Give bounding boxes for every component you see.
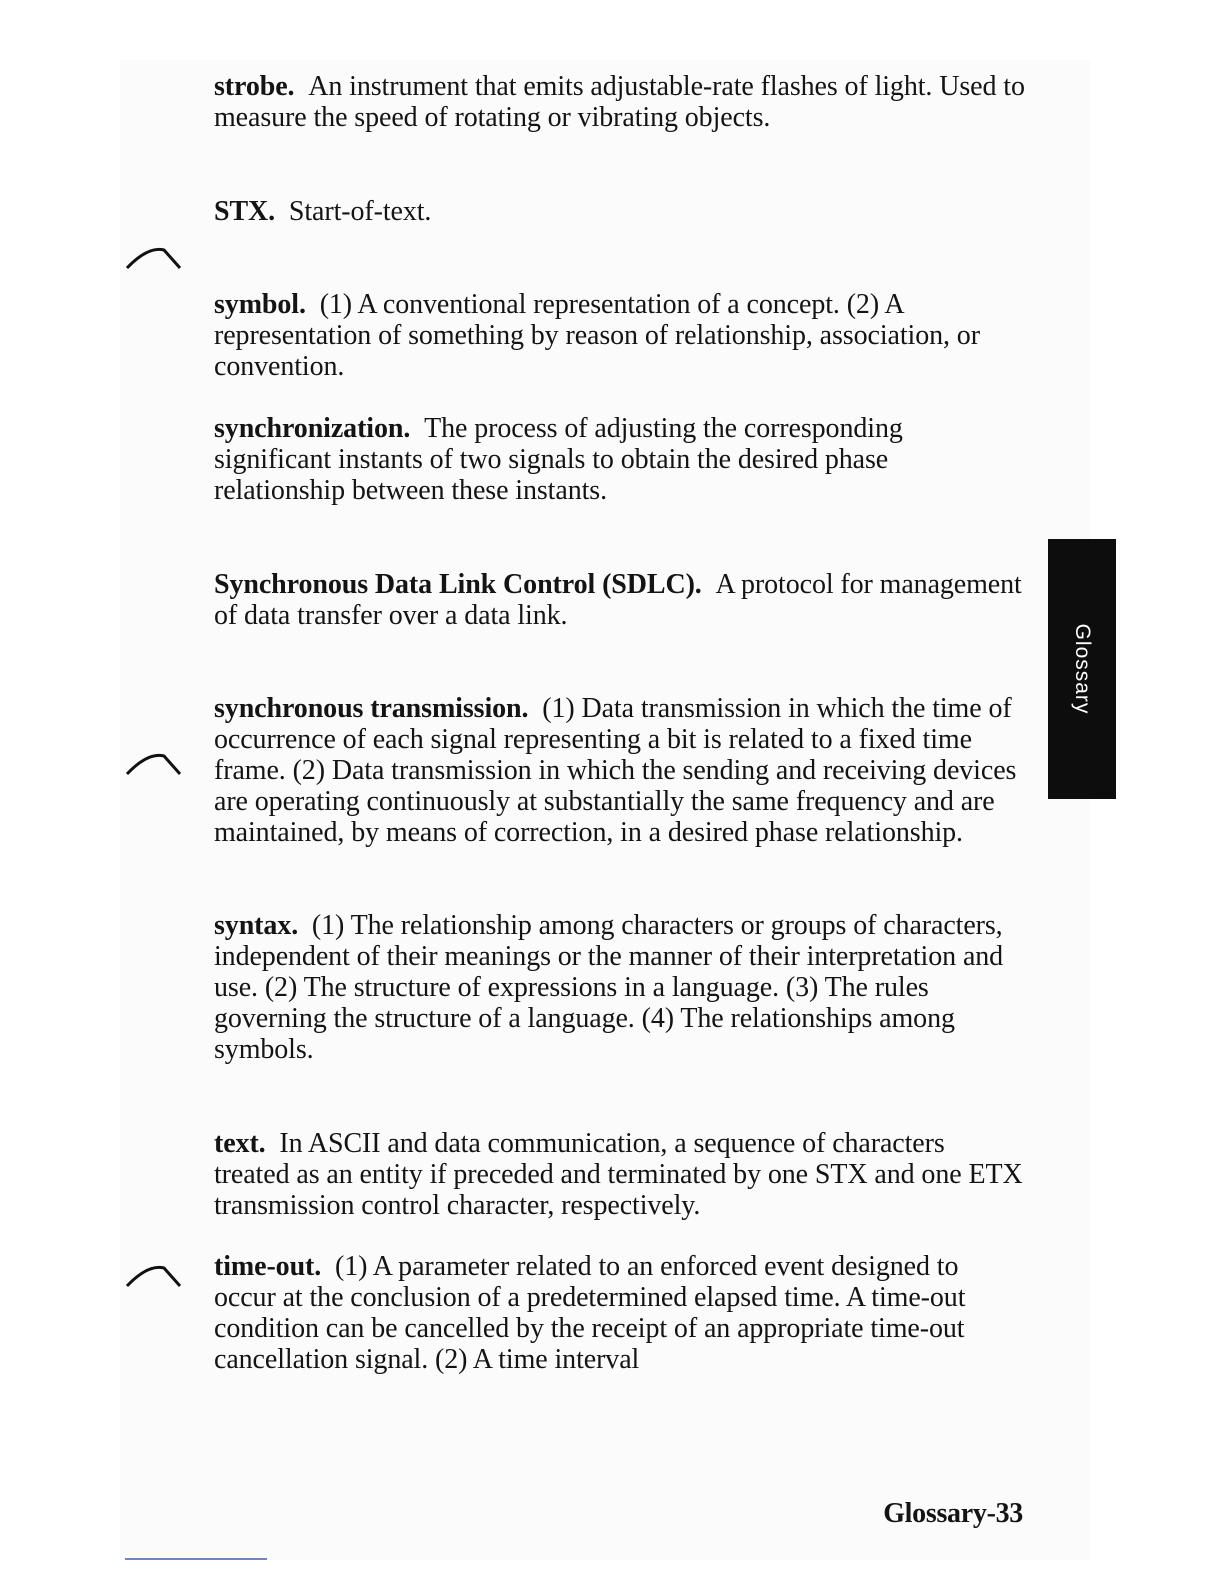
glossary-term: time-out. (214, 1251, 322, 1282)
binder-hole-mark (124, 750, 184, 778)
page-number: Glossary-33 (883, 1498, 1023, 1529)
glossary-definition: (1) A parameter related to an enforced event designed to occur at the conclusion of a predetermined elapsed time. A time-out condition can be cancelled by the receipt of an appropriate time-out cancellation signal. (2) A time interval (214, 1251, 966, 1375)
scan-edge-line (125, 1558, 267, 1560)
glossary-term: symbol. (214, 289, 306, 320)
glossary-definition: In ASCII and data communication, a sequence of characters treated as an entity if preceded and terminated by one STX and one ETX transmission control character, respectively. (214, 1128, 1023, 1221)
binder-hole-mark (124, 1262, 184, 1290)
glossary-definition: (1) Data transmission in which the time of occurrence of each signal representing a bit is related to a fixed time frame. (2) Data transmission in which the sending and receiving devices are operating continuously at substantially the same frequency and are maintained, by means of correction, in a desired phase relationship. (214, 693, 1017, 848)
glossary-term: Synchronous Data Link Control (SDLC). (214, 569, 702, 600)
glossary-definition: Start-of-text. (288, 196, 432, 227)
glossary-term: synchronization. (214, 413, 411, 444)
glossary-entry-stx (214, 196, 1026, 227)
glossary-entry-synchronization (214, 413, 1026, 506)
glossary-entry-synchronous-transmission (214, 693, 1026, 848)
glossary-entry-sdlc (214, 569, 1026, 631)
binder-hole-mark (124, 244, 184, 272)
glossary-definition: (1) The relationship among characters or groups of characters, independent of their meanings or the manner of their interpretation and use. (2) The structure of expressions in a language. (3) The rules governing the structure of a language. (4) The relationships among symbols. (214, 910, 1004, 1065)
glossary-term: STX. (214, 196, 276, 227)
glossary-entry-text (214, 1128, 1026, 1221)
section-tab-label: Glossary (1071, 623, 1094, 715)
glossary-term: syntax. (214, 910, 299, 941)
glossary-term: synchronous transmission. (214, 693, 529, 724)
glossary-definition: The process of adjusting the corresponding significant instants of two signals to obtain the desired phase relationship between these instants. (214, 413, 903, 506)
glossary-entry-time-out (214, 1251, 1026, 1375)
glossary-term: text. (214, 1128, 266, 1159)
glossary-entry-syntax (214, 910, 1026, 1065)
glossary-definition: An instrument that emits adjustable-rate flashes of light. Used to measure the speed of rotating or vibrating objects. (214, 71, 1025, 133)
glossary-definition: A protocol for management of data transfer over a data link. (214, 569, 1022, 631)
glossary-definition: (1) A conventional representation of a concept. (2) A representation of something by reason of relationship, association, or convention. (214, 289, 980, 382)
glossary-entry-symbol (214, 289, 1026, 382)
glossary-term: strobe. (214, 71, 295, 102)
section-tab (1048, 539, 1116, 799)
glossary-entry-strobe (214, 71, 1026, 133)
